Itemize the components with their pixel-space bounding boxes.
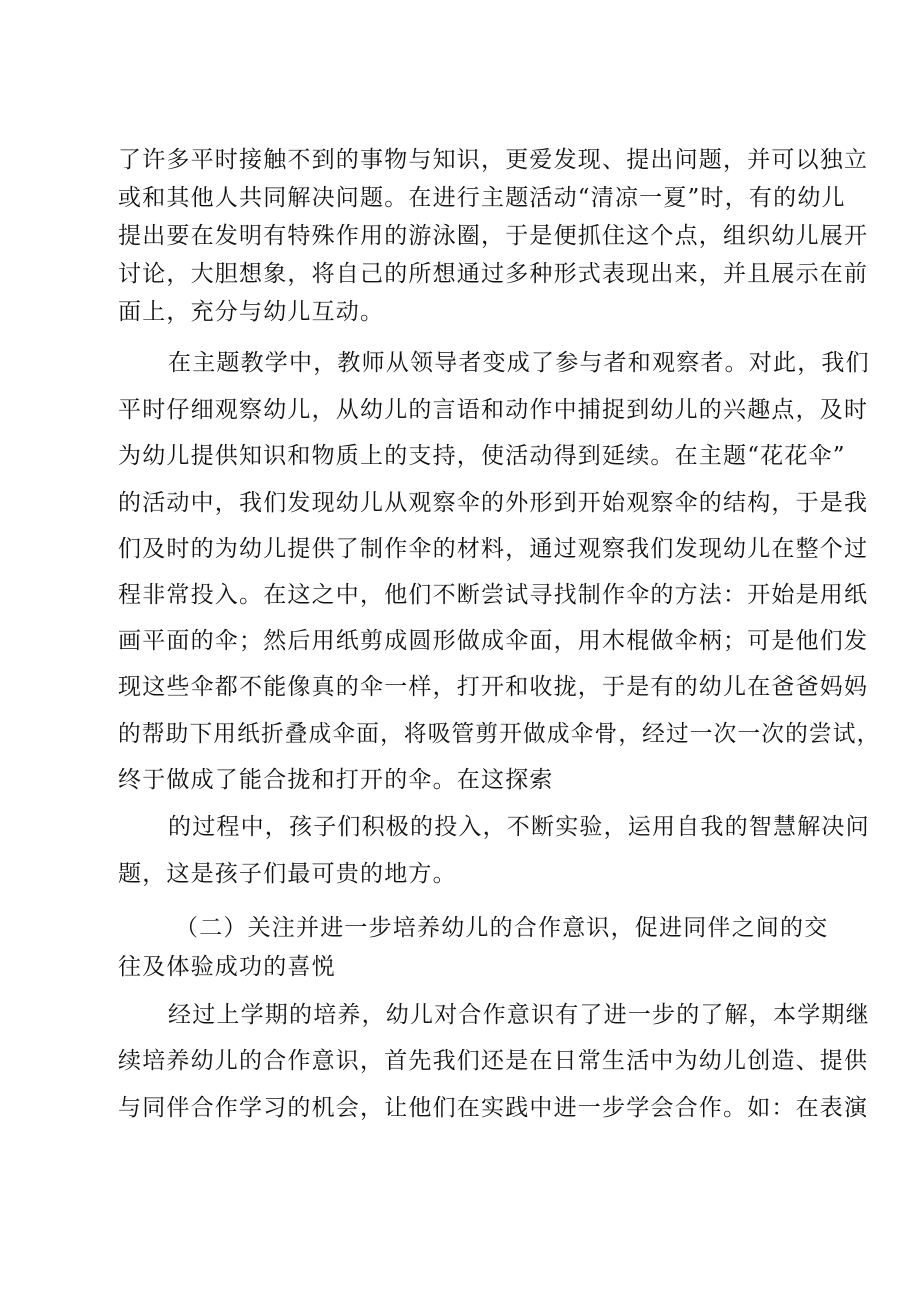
paragraph-line: 平时仔细观察幼儿，从幼儿的言语和动作中捕捉到幼儿的兴趣点，及时 — [118, 397, 869, 423]
paragraph-line: 程非常投入。在这之中，他们不断尝试寻找制作伞的方法：开始是用纸 — [118, 582, 869, 608]
paragraph-line: 画平面的伞；然后用纸剪成圆形做成伞面，用木棍做伞柄；可是他们发 — [118, 628, 869, 654]
paragraph-line: 讨论，大胆想象，将自己的所想通过多种形式表现出来，并且展示在前 — [118, 261, 869, 287]
paragraph-line: 们及时的为幼儿提供了制作伞的材料，通过观察我们发现幼儿在整个过 — [118, 536, 869, 562]
paragraph-line: 题，这是孩子们最可贵的地方。 — [118, 861, 457, 887]
paragraph-line: 面上，充分与幼儿互动。 — [118, 299, 385, 325]
paragraph-line: 了许多平时接触不到的事物与知识，更爱发现、提出问题，并可以独立 — [118, 147, 869, 173]
paragraph-line: 续培养幼儿的合作意识，首先我们还是在日常生活中为幼儿创造、提供 — [118, 1048, 869, 1074]
paragraph-line: 或和其他人共同解决问题。在进行主题活动“清凉一夏”时，有的幼儿 — [118, 185, 846, 211]
paragraph-line: 在主题教学中，教师从领导者变成了参与者和观察者。对此，我们 — [168, 350, 870, 376]
paragraph-line: 的活动中，我们发现幼儿从观察伞的外形到开始观察伞的结构，于是我 — [118, 490, 869, 516]
paragraph-line: 与同伴合作学习的机会，让他们在实践中进一步学会合作。如：在表演 — [118, 1095, 869, 1121]
paragraph-line: 的过程中，孩子们积极的投入，不断实验，运用自我的智慧解决问 — [168, 814, 870, 840]
paragraph-line: 为幼儿提供知识和物质上的支持，使活动得到延续。在主题“花花伞” — [118, 443, 846, 469]
paragraph-line: 现这些伞都不能像真的伞一样，打开和收拢，于是有的幼儿在爸爸妈妈 — [118, 674, 869, 700]
paragraph-line: 提出要在发明有特殊作用的游泳圈，于是便抓住这个点，组织幼儿展开 — [118, 223, 869, 249]
paragraph-line: 的帮助下用纸折叠成伞面，将吸管剪开做成伞骨，经过一次一次的尝试， — [118, 721, 881, 747]
section-heading-line: （二）关注并进一步培养幼儿的合作意识，促进同伴之间的交 — [175, 915, 829, 941]
section-heading-line: 往及体验成功的喜悦 — [118, 954, 336, 980]
paragraph-line: 终于做成了能合拢和打开的伞。在这探索 — [118, 767, 554, 793]
paragraph-line: 经过上学期的培养，幼儿对合作意识有了进一步的了解，本学期继 — [168, 1002, 870, 1028]
